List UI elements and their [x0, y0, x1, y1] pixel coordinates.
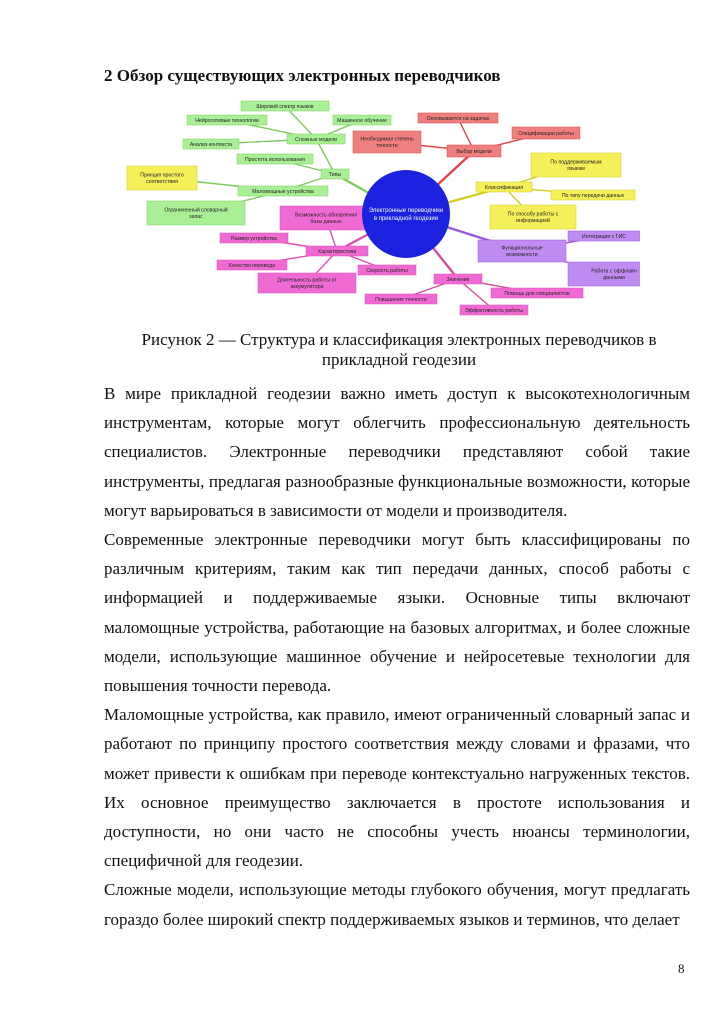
mind-map-node [187, 115, 267, 125]
mind-map-node [568, 231, 640, 241]
mind-map-node [306, 246, 368, 256]
mind-map-node [460, 305, 528, 315]
mind-map-node [287, 134, 345, 144]
node-label: базы данных [310, 219, 342, 225]
mind-map-node [490, 205, 576, 229]
mind-map-node [220, 233, 288, 243]
mind-map-node [418, 113, 498, 123]
section-heading: 2 Обзор существующих электронных переводчиков [104, 66, 501, 85]
node-label: Работа с оффлайн [591, 268, 637, 275]
mind-map-node [353, 131, 421, 153]
mind-map-node [241, 101, 329, 111]
node-label: По типу передачи данных [561, 192, 625, 199]
node-label: Эффективность работы [465, 307, 523, 314]
node-label: Необходимая степень [360, 136, 414, 143]
node-label: Характеристики [317, 248, 357, 255]
node-label: Длительность работы от [277, 277, 337, 284]
node-label: Ограниченный словарный [164, 207, 228, 214]
node-label: Нейросетевые технологии [195, 117, 259, 124]
node-label: Классификация [484, 184, 524, 191]
node-label: Сложные модели [294, 136, 338, 143]
body-text [104, 379, 690, 934]
node-label: Простота использования [245, 156, 305, 163]
node-label: языкам [567, 166, 585, 172]
node-label: соответствия [146, 179, 178, 185]
mind-map-node [147, 201, 245, 225]
node-label: Широкий спектр языков [256, 103, 314, 110]
mind-map-node [333, 115, 391, 125]
node-label: Возможность обновления [294, 212, 358, 219]
paragraph: Современные электронные переводчики могут быть классифицированы по различным критериям, таким как тип передачи данных, способ работы с информацией и поддерживаемые языки. Основные типы включают маломощные устройства, работающие на базовых алгоритмах, и более сложные модели, использующие машинное обучение и нейросетевые технологии для повышения точности перевода. [104, 530, 690, 696]
hub-label: в прикладной геодезии [373, 216, 439, 222]
node-label: Повышение точности [375, 296, 427, 303]
node-label: Спецификации работы [518, 130, 574, 137]
mind-map-node [127, 166, 197, 190]
caption-line-2: прикладной геодезии [321, 350, 477, 369]
node-label: Типы [328, 171, 342, 178]
node-label: Значение [446, 276, 470, 283]
node-label: Принцип простого [140, 172, 184, 179]
mind-map-node [321, 169, 349, 179]
mind-map-diagram [120, 98, 640, 318]
central-hub-circle [362, 170, 450, 258]
paragraph: Сложные модели, использующие методы глубокого обучения, могут предлагать гораздо более широкий спектр поддерживаемых языков и терминов, что делает [104, 880, 690, 929]
mind-map-node [478, 240, 566, 262]
mind-map-node [258, 273, 356, 293]
node-label: Скорость работы [366, 267, 408, 274]
mind-map-node [365, 294, 437, 304]
node-label: Выбор модели [456, 148, 492, 155]
node-label: Размер устройства [231, 235, 277, 242]
node-label: Интеграция с ГИС [582, 233, 626, 240]
node-label: По способу работы с [507, 211, 559, 218]
node-label: точности [376, 143, 398, 149]
mind-map-node [217, 260, 287, 270]
mind-map-node [358, 265, 416, 275]
caption-line-1: Рисунок 2 — Структура и классификация электронных переводчиков в [141, 330, 657, 349]
mind-map-node [238, 186, 328, 196]
mind-map-svg [120, 98, 640, 318]
node-label: Функциональные [501, 245, 543, 252]
mind-map-node [551, 190, 635, 200]
node-label: возможности [506, 252, 538, 258]
mind-map-node [280, 206, 372, 230]
mind-map-node [237, 154, 313, 164]
node-label: Качество перевода [228, 262, 276, 269]
mind-map-node [434, 274, 482, 284]
node-label: аккумулятора [290, 284, 324, 290]
mind-map-node [491, 288, 583, 298]
node-label: информацией [516, 218, 550, 224]
mind-map-node [512, 127, 580, 139]
mind-map-node [183, 139, 239, 149]
mind-map-node [447, 145, 501, 157]
node-label: данными [603, 275, 625, 281]
node-label: По поддерживаемым [550, 159, 602, 166]
node-label: Анализ контекста [189, 141, 233, 148]
node-label: Маломощные устройства [252, 188, 314, 195]
mind-map-node [476, 182, 532, 192]
paragraph: Маломощные устройства, как правило, имеют ограниченный словарный запас и работают по принципу простого соответствия между словами и фразами, что может привести к ошибкам при переводе контекстуально нагруженных текстов. Их основное преимущество заключается в простоте использования и доступности, но они часто не способны учесть нюансы терминологии, специфичной для геодезии. [104, 705, 690, 871]
mind-map-node [568, 262, 640, 286]
paragraph: В мире прикладной геодезии важно иметь доступ к высокотехнологичным инструментам, которые могут облегчить профессиональную деятельность специалистов. Электронные переводчики представляют собой такие инструменты, предлагая разнообразные функциональные возможности, которые могут варьироваться в зависимости от модели и производителя. [104, 384, 690, 520]
figure-caption [104, 330, 694, 370]
node-label: Помощь для специалистов [504, 290, 570, 297]
page-number: 8 [678, 961, 685, 976]
hub-label: Электронные переводчики [368, 208, 444, 214]
node-label: Основывается на задачах [426, 115, 490, 122]
mind-map-node [531, 153, 621, 177]
node-label: Машинное обучение [337, 117, 387, 124]
node-label: запас [189, 214, 203, 220]
